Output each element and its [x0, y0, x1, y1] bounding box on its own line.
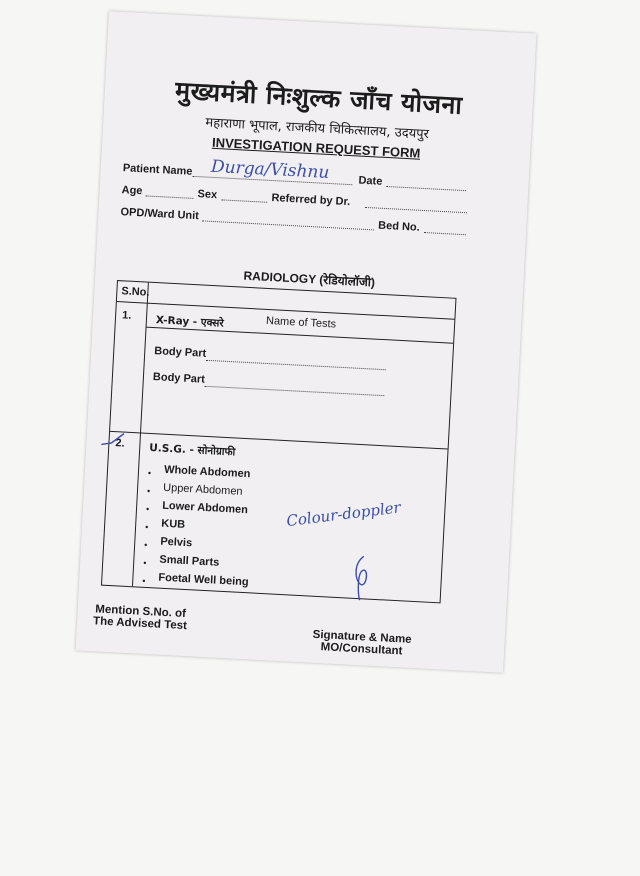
bullet-icon: • [143, 539, 148, 550]
signature-line-2: MO/Consultant [320, 641, 403, 658]
opd-line [202, 210, 374, 230]
list-item: • KUB [144, 517, 186, 532]
form-title: INVESTIGATION REQUEST FORM [211, 134, 421, 161]
sex-label: Sex [197, 188, 218, 202]
col-sno-header: S.No. [121, 285, 150, 299]
list-item: • Whole Abdomen [147, 463, 251, 481]
bed-line [424, 222, 467, 235]
hospital-name: महाराणा भूपाल, राजकीय चिकित्सालय, उदयपुर [205, 115, 430, 143]
bullet-icon: • [147, 467, 152, 479]
bed-label: Bed No. [377, 219, 421, 234]
signature-line-1: Signature & Name [312, 628, 412, 646]
referred-label: Referred by Dr. [271, 192, 351, 209]
xray-body-part-2-label: Body Part [152, 371, 206, 386]
usg-sno: 2. [115, 437, 125, 450]
age-line [145, 185, 194, 198]
xray-body-part-1-label: Body Part [154, 345, 207, 360]
list-item: • Pelvis [143, 535, 193, 550]
opd-label: OPD/Ward Unit [120, 206, 200, 223]
signature-scribble-icon [347, 554, 375, 603]
bullet-icon: • [146, 485, 151, 497]
list-item: • Small Parts [142, 553, 220, 569]
list-item: • Lower Abdomen [145, 499, 249, 517]
check-mark-icon [99, 430, 130, 454]
section-title: RADIOLOGY (रेडियोलॉजी) [243, 268, 376, 290]
sex-line [221, 189, 268, 202]
scheme-title: मुख्यमंत्री निःशुल्क जाँच योजना [174, 75, 464, 120]
xray-body-part-1-line [206, 350, 386, 370]
referred-line [365, 197, 467, 213]
xray-body-part-2-line [205, 376, 385, 396]
age-label: Age [121, 184, 143, 198]
mention-instruction [93, 603, 188, 632]
handwritten-note: Colour-doppler [285, 498, 402, 531]
xray-sno: 1. [121, 309, 132, 322]
list-item: • Foetal Well being [142, 571, 249, 589]
col-tests-header: Name of Tests [265, 314, 337, 331]
date-label: Date [358, 174, 383, 188]
usg-label: U.S.G. - सोनोग्राफी [148, 441, 236, 459]
usg-item-list [142, 463, 251, 589]
bullet-icon: • [142, 575, 146, 586]
bullet-icon: • [142, 557, 147, 568]
mention-line-2: The Advised Test [92, 615, 188, 633]
tests-header-divider [146, 327, 454, 344]
bullet-icon: • [144, 521, 149, 532]
mention-line-1: Mention S.No. of [95, 603, 187, 621]
tests-table [101, 280, 457, 603]
bullet-icon: • [145, 503, 150, 515]
date-line [386, 176, 466, 191]
list-item: • Upper Abdomen [146, 481, 243, 498]
patient-name-value: Durga/Vishnu [210, 156, 330, 183]
patient-name-label: Patient Name [122, 162, 193, 178]
request-form-sheet [76, 11, 537, 673]
signature-block [312, 629, 412, 658]
xray-label: X-Ray - एक्सरे [155, 314, 224, 330]
